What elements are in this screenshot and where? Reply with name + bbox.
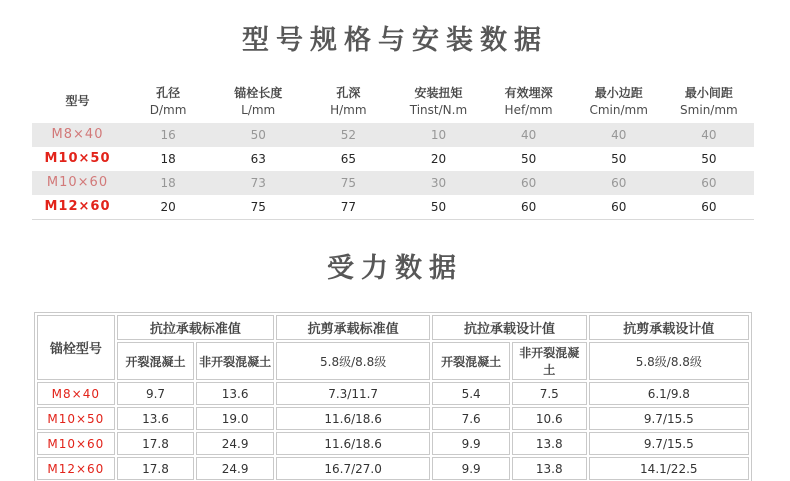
spec-col-install-torque	[393, 85, 483, 122]
spec-row	[32, 171, 754, 195]
value-cell: 60	[484, 171, 574, 195]
spec-col-model	[32, 85, 123, 122]
model-cell: M12×60	[37, 457, 115, 480]
load-sub-cracked-concrete: 开裂混凝土	[432, 342, 510, 380]
value-cell: 7.5	[512, 382, 587, 405]
spec-col-min-spacing	[664, 85, 754, 122]
load-group-tensile-design: 抗拉承载设计值	[432, 315, 586, 340]
value-cell: 18	[160, 151, 176, 166]
value-cell: 73	[213, 171, 303, 195]
value-cell: 20	[123, 195, 213, 220]
value-cell: 13.8	[512, 432, 587, 455]
spec-col-unit: D/mm	[149, 102, 187, 117]
spec-col-label: 有效埋深	[504, 86, 553, 101]
load-row	[37, 382, 749, 405]
spec-col-unit: Cmin/mm	[589, 102, 648, 117]
load-group-tensile-standard: 抗拉承载标准值	[117, 315, 274, 340]
load-section-title: 受力数据	[327, 252, 463, 284]
value-cell: 9.7/15.5	[589, 407, 749, 430]
model-cell: M12×60	[32, 195, 123, 220]
value-cell: 5.4	[432, 382, 510, 405]
value-cell: 60	[484, 195, 574, 220]
spec-col-unit: Tinst/N.m	[409, 102, 468, 117]
spec-col-label: 最小边距	[594, 86, 643, 101]
value-cell: 40	[664, 123, 754, 147]
value-cell: 40	[574, 123, 664, 147]
load-col-anchor-model: 锚栓型号	[37, 315, 115, 380]
spec-col-label: 孔径	[156, 86, 181, 101]
spec-col-unit: Hef/mm	[504, 102, 553, 117]
value-cell: 24.9	[196, 432, 274, 455]
load-sub-grade: 5.8级/8.8级	[589, 342, 749, 380]
spec-header-row	[32, 85, 754, 122]
value-cell: 24.9	[196, 457, 274, 480]
value-cell: 77	[303, 195, 393, 220]
value-cell: 30	[393, 171, 483, 195]
value-cell: 9.9	[432, 432, 510, 455]
load-sub-uncracked-concrete: 非开裂混凝土	[196, 342, 274, 380]
value-cell: 75	[213, 195, 303, 220]
value-cell: 65	[340, 151, 356, 166]
spec-col-unit: L/mm	[241, 102, 276, 117]
spec-col-hole-diameter	[123, 85, 213, 122]
spec-col-label: 孔深	[336, 86, 361, 101]
model-cell: M10×60	[37, 432, 115, 455]
spec-col-label: 锚栓长度	[234, 86, 283, 101]
value-cell: 20	[430, 151, 447, 166]
load-sub-cracked-concrete: 开裂混凝土	[117, 342, 195, 380]
load-table	[34, 312, 752, 481]
load-group-shear-standard: 抗剪承载标准值	[276, 315, 430, 340]
load-group-shear-design: 抗剪承载设计值	[589, 315, 749, 340]
spec-row	[32, 123, 754, 147]
value-cell: 60	[574, 171, 664, 195]
model-cell: M10×50	[37, 407, 115, 430]
value-cell: 16.7/27.0	[276, 457, 430, 480]
value-cell: 17.8	[117, 457, 195, 480]
spec-col-unit: Smin/mm	[680, 102, 738, 117]
value-cell: 13.6	[196, 382, 274, 405]
value-cell: 60	[664, 171, 754, 195]
value-cell: 18	[123, 171, 213, 195]
spec-col-hole-depth	[303, 85, 393, 122]
spec-col-min-edge	[574, 85, 664, 122]
value-cell: 40	[484, 123, 574, 147]
value-cell: 63	[250, 151, 266, 166]
load-sub-uncracked-concrete: 非开裂混凝土	[512, 342, 587, 380]
value-cell: 7.6	[432, 407, 510, 430]
model-cell: M8×40	[37, 382, 115, 405]
value-cell: 60	[664, 195, 754, 220]
spec-section-title: 型号规格与安装数据	[242, 25, 548, 56]
spec-col-anchor-length	[213, 85, 303, 122]
spec-col-label: 安装扭矩	[414, 86, 463, 101]
value-cell: 10	[393, 123, 483, 147]
spec-row	[32, 147, 754, 171]
spec-col-effective-depth	[484, 85, 574, 122]
spec-row	[32, 195, 754, 220]
value-cell: 16	[123, 123, 213, 147]
value-cell: 7.3/11.7	[276, 382, 430, 405]
value-cell: 13.6	[117, 407, 195, 430]
model-cell: M8×40	[32, 123, 123, 147]
value-cell: 13.8	[512, 457, 587, 480]
value-cell: 19.0	[196, 407, 274, 430]
spec-table	[32, 85, 754, 219]
value-cell: 14.1/22.5	[589, 457, 749, 480]
spec-col-unit: H/mm	[330, 102, 367, 117]
value-cell: 50	[611, 151, 627, 166]
load-row	[37, 457, 749, 480]
model-cell: M10×60	[32, 171, 123, 195]
load-row	[37, 407, 749, 430]
value-cell: 6.1/9.8	[589, 382, 749, 405]
value-cell: 9.9	[432, 457, 510, 480]
spec-col-label: 型号	[65, 94, 90, 109]
value-cell: 11.6/18.6	[276, 432, 430, 455]
load-header-row-groups	[37, 315, 749, 340]
value-cell: 9.7/15.5	[589, 432, 749, 455]
load-row	[37, 432, 749, 455]
value-cell: 17.8	[117, 432, 195, 455]
load-sub-grade: 5.8级/8.8级	[276, 342, 430, 380]
model-cell: M10×50	[44, 151, 111, 167]
value-cell: 50	[393, 195, 483, 220]
value-cell: 10.6	[512, 407, 587, 430]
value-cell: 11.6/18.6	[276, 407, 430, 430]
value-cell: 50	[213, 123, 303, 147]
value-cell: 75	[303, 171, 393, 195]
value-cell: 50	[701, 151, 717, 166]
value-cell: 60	[574, 195, 664, 220]
value-cell: 52	[303, 123, 393, 147]
value-cell: 9.7	[117, 382, 195, 405]
load-header-row-subs	[37, 342, 749, 380]
spec-col-label: 最小间距	[684, 86, 733, 101]
value-cell: 50	[520, 151, 537, 166]
